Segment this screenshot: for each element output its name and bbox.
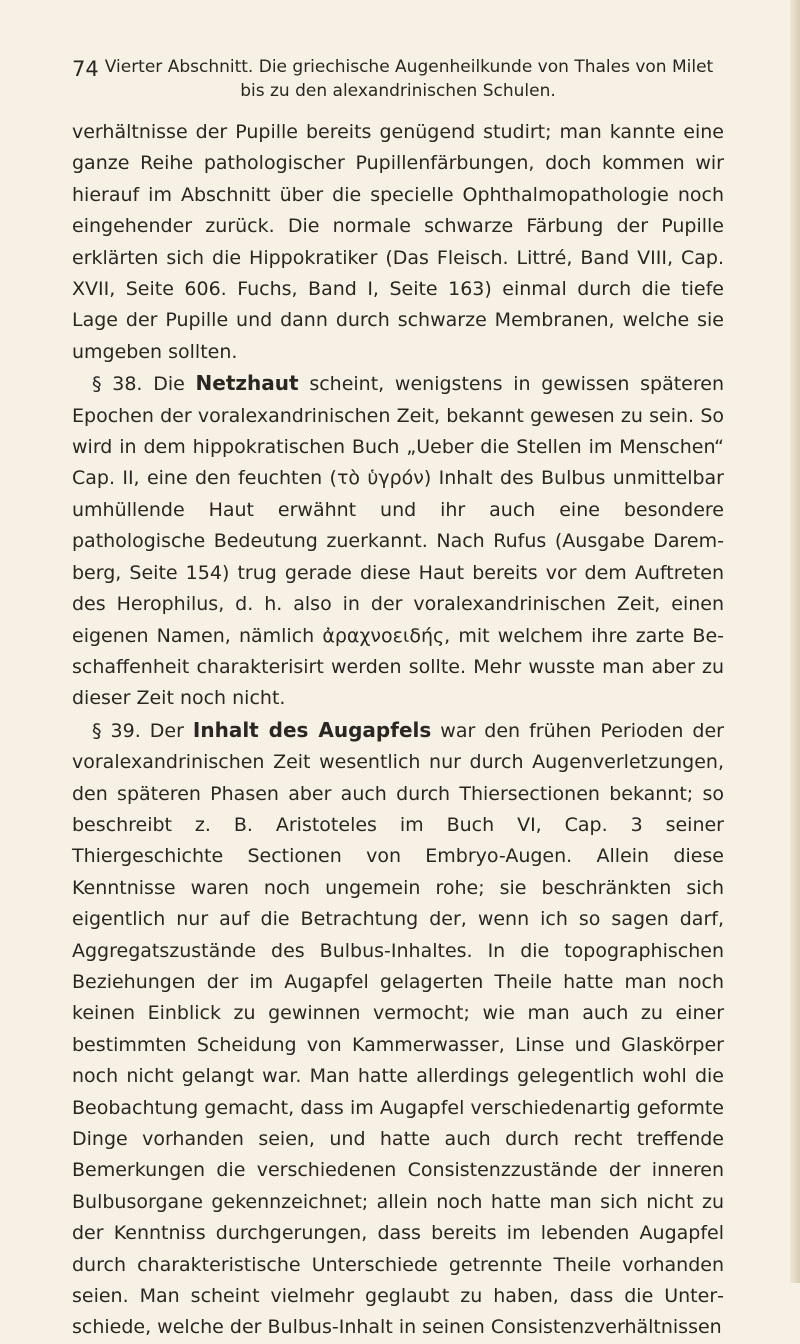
book-page (72, 55, 724, 1344)
paragraph-text: war den frühen Perioden der voralexandrinischen Zeit wesentlich nur durch Augenverletzungen, den späteren Phasen aber auch durch Thiersectionen bekannt; so beschreibt z. B. Aristoteles im Buch VI, Cap. 3 seiner Thiergeschichte Sectionen von Embryo-Augen. Allein diese Kenntnisse waren noch ungemein rohe; sie beschränkten sich eigentlich nur auf die Betrachtung der, wenn ich so sagen darf, Aggregatszustände des Bulbus-Inhaltes. In die topographischen Beziehungen der im Augapfel gelagerten Theile hatte man noch keinen Einblick zu gewinnen vermocht; wie man auch zu einer bestimmten Scheidung von Kammerwasser, Linse und Glaskörper noch nicht gelangt war. Man hatte allerdings gelegentlich wohl die Beobachtung gemacht, dass im Augapfel verschiedenartig geformte Dinge vorhanden seien, und hatte auch durch recht treffende Bemerkungen die verschiedenen Consistenzzustände der inneren Bulbusorgane gekennzeichnet; allein noch hatte man sich nicht zu der Kenntniss durchgerungen, dass bereits im lebenden Augapfel durch charakteristische Unterschiede getrennte Theile vorhanden seien. Man scheint vielmehr geglaubt zu haben, dass die Unterschiede, welche der Bulbus-Inhalt in seinen Consistenzverhältnissen (72, 719, 724, 1339)
body-text (72, 117, 724, 1344)
paragraph-lead: Der (149, 719, 184, 742)
section-keyword: Inhalt des Augapfels (192, 717, 432, 742)
paragraph-section-38 (72, 368, 724, 714)
paragraph-text: verhältnisse der Pupille bereits genügend studirt; man kannte eine ganze Reihe pathologischer Pupillenfärbungen, doch kommen wir hierauf im Abschnitt über die specielle Ophthalmopathologie noch eingehender zurück. Die normale schwarze Färbung der Pupille erklärten sich die Hippokratiker (Das Fleisch. Littré, Band VIII, Cap. XVII, Seite 606. Fuchs, Band I, Seite 163) einmal durch die tiefe Lage der Pupille und dann durch schwarze Membranen, welche sie umgeben sollten. (72, 121, 724, 363)
paragraph-section-39 (72, 715, 724, 1344)
paragraph-continued (72, 117, 724, 368)
page-number: 74 (72, 57, 99, 81)
section-marker: § 38. (92, 373, 143, 396)
paragraph-text: scheint, wenigstens in gewissen späteren Epochen der voralexandrinischen Zeit, bekannt gewesen zu sein. So wird in dem hippokratischen Buch „Ueber die Stellen im Menschen“ Cap. II, eine den feuchten (τὸ ὑγρόν) Inhalt des Bulbus unmittelbar umhüllende Haut erwähnt und ihr auch eine besondere pathologische Bedeutung zuerkannt. Nach Rufus (Ausgabe Daremberg, Seite 154) trug gerade diese Haut bereits vor dem Auftreten des Herophilus, d. h. also in der voralexandrinischen Zeit, einen eigenen Namen, nämlich ἀραχνοειδής, mit welchem ihre zarte Beschaffenheit charakterisirt werden sollte. Mehr wusste man aber zu dieser Zeit noch nicht. (72, 373, 724, 710)
running-header (72, 55, 724, 103)
section-marker: § 39. (92, 719, 141, 742)
page-edge (790, 0, 800, 1283)
section-keyword: Netzhaut (195, 371, 299, 396)
paragraph-lead: Die (153, 373, 185, 396)
running-title-line2: bis zu den alexandrinischen Schulen. (240, 81, 556, 101)
running-title-line1: Vierter Abschnitt. Die griechische Augenheilkunde von Thales von Milet (104, 57, 714, 77)
